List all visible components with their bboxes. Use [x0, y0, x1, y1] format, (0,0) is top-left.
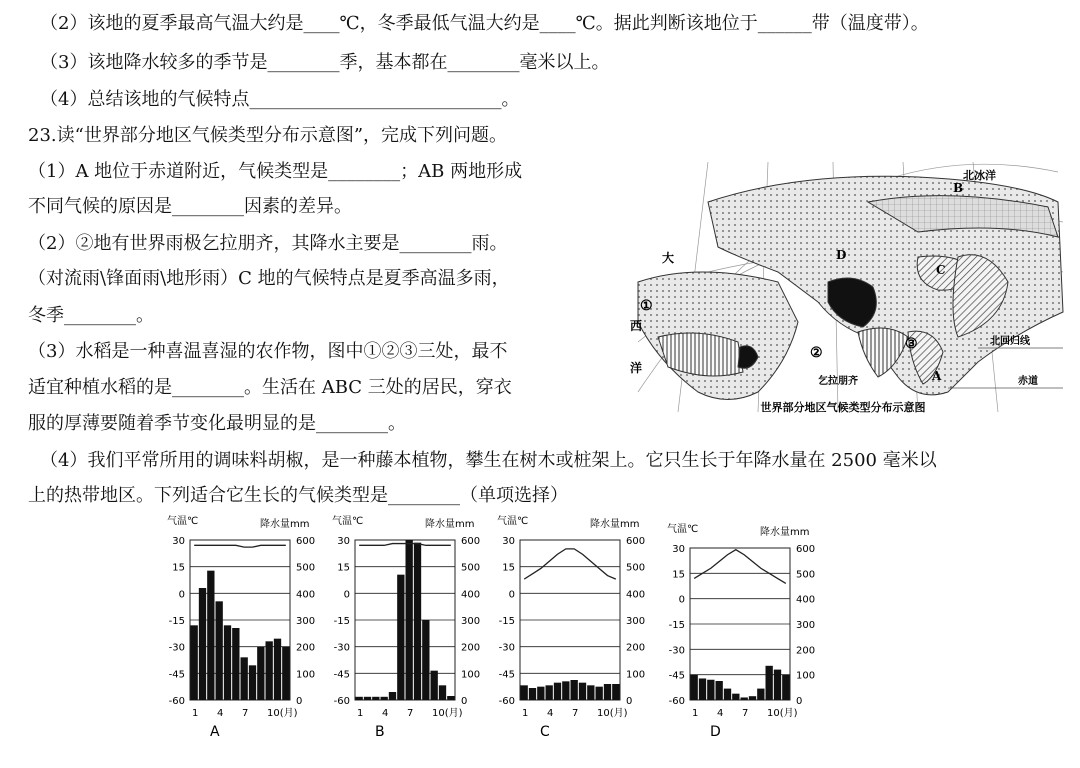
precip-bar: [546, 685, 553, 700]
precip-tick-label: 0: [796, 696, 803, 707]
month-tick-label: 1: [692, 708, 699, 719]
precip-tick-label: 500: [626, 562, 646, 574]
q23-part1-a: （1）A 地位于赤道附近，气候类型是________；AB 两地形成: [28, 161, 523, 182]
precip-bar: [397, 575, 404, 700]
temp-tick-label: 30: [502, 536, 515, 547]
precip-bar: [554, 683, 561, 700]
precip-tick-label: 500: [296, 562, 316, 574]
precip-tick-label: 300: [296, 616, 316, 627]
precip-tick-label: 100: [626, 669, 646, 681]
precip-bar: [579, 683, 586, 700]
temp-tick-label: -30: [333, 642, 350, 654]
temp-tick-label: 0: [508, 589, 515, 601]
q23-title: 23.读“世界部分地区气候类型分布示意图”，完成下列问题。: [28, 125, 508, 146]
month-tick-label: 7: [742, 708, 749, 719]
precip-tick-label: 600: [461, 536, 481, 547]
precip-bar: [406, 540, 413, 700]
precip-bar: [537, 687, 544, 700]
temp-tick-label: 0: [678, 594, 685, 606]
precip-bar: [774, 670, 781, 700]
temp-tick-label: -15: [333, 616, 350, 627]
precip-tick-label: 600: [796, 544, 816, 555]
month-tick-label: 7: [407, 708, 414, 719]
precip-bar: [596, 687, 603, 700]
temperature-line: [694, 550, 786, 584]
temp-tick-label: -60: [498, 696, 515, 707]
precip-axis-title: 降水量mm: [260, 519, 310, 530]
precip-bar: [356, 697, 363, 700]
q23-part2-b: （对流雨\锋面雨\地形雨）C 地的气候特点是夏季高温多雨，: [28, 268, 510, 289]
precip-axis-title: 降水量mm: [760, 527, 810, 538]
label-circle-1: ①: [640, 298, 653, 314]
precip-tick-label: 500: [461, 562, 481, 574]
month-tick-label: 1: [522, 708, 529, 719]
label-equator: 赤道: [1018, 376, 1038, 387]
label-cherrapunji: 乞拉朋齐: [818, 376, 858, 387]
precip-bar: [766, 666, 773, 700]
precip-tick-label: 400: [461, 589, 481, 601]
label-xi: 西: [630, 319, 643, 333]
precip-tick-label: 300: [461, 616, 481, 627]
precip-bar: [422, 620, 429, 700]
month-tick-label: 7: [242, 708, 249, 719]
label-B: B: [953, 181, 964, 195]
label-circle-2: ②: [810, 345, 823, 361]
label-A: A: [932, 369, 942, 383]
precip-tick-label: 100: [296, 669, 316, 681]
precip-tick-label: 400: [796, 594, 816, 606]
month-tick-label: 4: [382, 708, 389, 719]
precip-tick-label: 200: [626, 642, 646, 654]
month-tick-label: 10(月): [432, 708, 463, 719]
precip-bar: [612, 684, 619, 700]
chart-letter-label: B: [375, 724, 385, 740]
precip-bar: [562, 681, 569, 700]
temp-tick-label: 0: [178, 589, 185, 601]
q23-part2-c: 冬季________。: [28, 305, 154, 326]
temp-tick-label: 30: [172, 536, 185, 547]
temp-tick-label: -45: [668, 670, 685, 682]
temp-tick-label: 30: [337, 536, 350, 547]
temp-tick-label: -15: [498, 616, 515, 627]
temp-tick-label: -60: [668, 696, 685, 707]
precip-bar: [224, 625, 231, 700]
precip-bar: [707, 680, 714, 700]
precip-bar: [757, 689, 764, 700]
q22-part4: （4）总结该地的气候特点____________________________。: [40, 89, 520, 110]
precip-bar: [389, 692, 396, 700]
temp-tick-label: -30: [668, 645, 685, 657]
precip-tick-label: 200: [296, 642, 316, 654]
temp-tick-label: -30: [498, 642, 515, 654]
climate-chart-b: [330, 512, 495, 742]
precip-bar: [364, 697, 371, 700]
temp-tick-label: -30: [168, 642, 185, 654]
precip-bar: [571, 680, 578, 700]
month-tick-label: 1: [357, 708, 364, 719]
month-tick-label: 10(月): [267, 708, 298, 719]
temperature-line: [524, 549, 616, 579]
precip-bar: [257, 647, 264, 700]
precip-bar: [732, 694, 739, 700]
precip-bar: [782, 675, 789, 700]
temperature-line: [194, 545, 286, 547]
precip-bar: [372, 697, 379, 700]
q23-part1-b: 不同气候的原因是________因素的差异。: [28, 196, 352, 217]
label-arctic-ocean: 北冰洋: [963, 169, 996, 182]
precip-bar: [232, 628, 239, 700]
month-tick-label: 4: [217, 708, 224, 719]
temp-tick-label: -45: [333, 669, 350, 681]
month-tick-label: 4: [547, 708, 554, 719]
q23-part4-b: 上的热带地区。下列适合它生长的气候类型是________（单项选择）: [28, 485, 568, 506]
temp-tick-label: 15: [672, 569, 685, 581]
climate-type-map: [618, 162, 1068, 414]
precip-tick-label: 100: [461, 669, 481, 681]
temp-tick-label: -15: [168, 616, 185, 627]
precip-bar: [439, 685, 446, 700]
label-C: C: [936, 263, 946, 277]
q23-part3-b: 适宜种植水稻的是________。生活在 ABC 三处的居民，穿衣: [28, 377, 512, 398]
precip-bar: [699, 678, 706, 700]
temp-tick-label: -15: [668, 620, 685, 631]
month-tick-label: 7: [572, 708, 579, 719]
precip-bar: [749, 696, 756, 700]
precip-tick-label: 400: [296, 589, 316, 601]
temp-tick-label: 0: [343, 589, 350, 601]
month-tick-label: 10(月): [597, 708, 628, 719]
precip-bar: [241, 657, 248, 700]
temp-tick-label: 15: [172, 562, 185, 574]
climate-chart-d: [665, 520, 830, 742]
map-caption: 世界部分地区气候类型分布示意图: [760, 401, 926, 414]
month-tick-label: 10(月): [767, 708, 798, 719]
q23-part2-a: （2）②地有世界雨极乞拉朋齐，其降水主要是________雨。: [28, 233, 508, 254]
precip-tick-label: 500: [796, 569, 816, 581]
climate-chart-c: [495, 512, 660, 742]
precip-bar: [691, 675, 698, 700]
precip-tick-label: 0: [626, 696, 633, 707]
precip-tick-label: 600: [296, 536, 316, 547]
precip-bar: [529, 688, 536, 700]
precip-tick-label: 300: [796, 620, 816, 631]
temp-axis-title: 气温℃: [167, 516, 199, 527]
precip-bar: [381, 697, 388, 700]
precip-bar: [521, 685, 528, 700]
temp-axis-title: 气温℃: [667, 524, 699, 535]
month-tick-label: 1: [192, 708, 199, 719]
precip-tick-label: 200: [461, 642, 481, 654]
temp-axis-title: 气温℃: [332, 516, 364, 527]
precip-bar: [282, 647, 289, 700]
precip-bar: [266, 641, 273, 700]
temp-tick-label: 15: [337, 562, 350, 574]
precip-tick-label: 300: [626, 616, 646, 627]
climate-chart-a: [165, 512, 330, 742]
temp-tick-label: -45: [168, 669, 185, 681]
precip-bar: [207, 571, 214, 700]
precip-axis-title: 降水量mm: [590, 519, 640, 530]
precip-bar: [604, 684, 611, 700]
label-yang: 洋: [630, 361, 643, 375]
precip-bar: [716, 681, 723, 700]
precip-tick-label: 400: [626, 589, 646, 601]
temp-tick-label: 15: [502, 562, 515, 574]
precip-bar: [216, 601, 223, 700]
temp-tick-label: 30: [672, 544, 685, 555]
label-tropic: 北回归线: [990, 336, 1030, 347]
precip-tick-label: 600: [626, 536, 646, 547]
temperature-line: [359, 544, 451, 546]
precip-bar: [199, 588, 206, 700]
precip-bar: [414, 543, 421, 700]
q22-part3: （3）该地降水较多的季节是________季，基本都在________毫米以上。: [40, 52, 610, 73]
precip-bar: [249, 665, 256, 700]
chart-letter-label: D: [710, 724, 721, 740]
month-tick-label: 4: [717, 708, 724, 719]
temp-tick-label: -60: [333, 696, 350, 707]
precip-bar: [447, 696, 454, 700]
precip-tick-label: 100: [796, 670, 816, 682]
precip-bar: [191, 625, 198, 700]
chart-letter-label: C: [540, 724, 550, 740]
q23-part3-c: 服的厚薄要随着季节变化最明显的是________。: [28, 413, 406, 434]
precip-tick-label: 0: [296, 696, 303, 707]
temp-tick-label: -45: [498, 669, 515, 681]
precip-tick-label: 200: [796, 645, 816, 657]
label-da: 大: [662, 251, 675, 265]
q23-part4-a: （4）我们平常所用的调味料胡椒，是一种藤本植物，攀生在树木或桩架上。它只生长于年降水量在 2500 毫米以: [40, 450, 937, 471]
q22-part2: （2）该地的夏季最高气温大约是____℃，冬季最低气温大约是____℃。据此判断该地位于______带（温度带）。: [40, 13, 929, 34]
precip-bar: [724, 689, 731, 700]
precip-axis-title: 降水量mm: [425, 519, 475, 530]
label-D: D: [836, 248, 847, 262]
precip-bar: [274, 639, 281, 700]
temp-tick-label: -60: [168, 696, 185, 707]
chart-letter-label: A: [210, 724, 220, 740]
label-circle-3: ③: [905, 336, 918, 352]
temp-axis-title: 气温℃: [497, 516, 529, 527]
q23-part3-a: （3）水稻是一种喜温喜湿的农作物，图中①②③三处，最不: [28, 341, 508, 362]
precip-bar: [587, 685, 594, 700]
precip-bar: [431, 671, 438, 700]
precip-tick-label: 0: [461, 696, 468, 707]
precip-bar: [741, 697, 748, 700]
